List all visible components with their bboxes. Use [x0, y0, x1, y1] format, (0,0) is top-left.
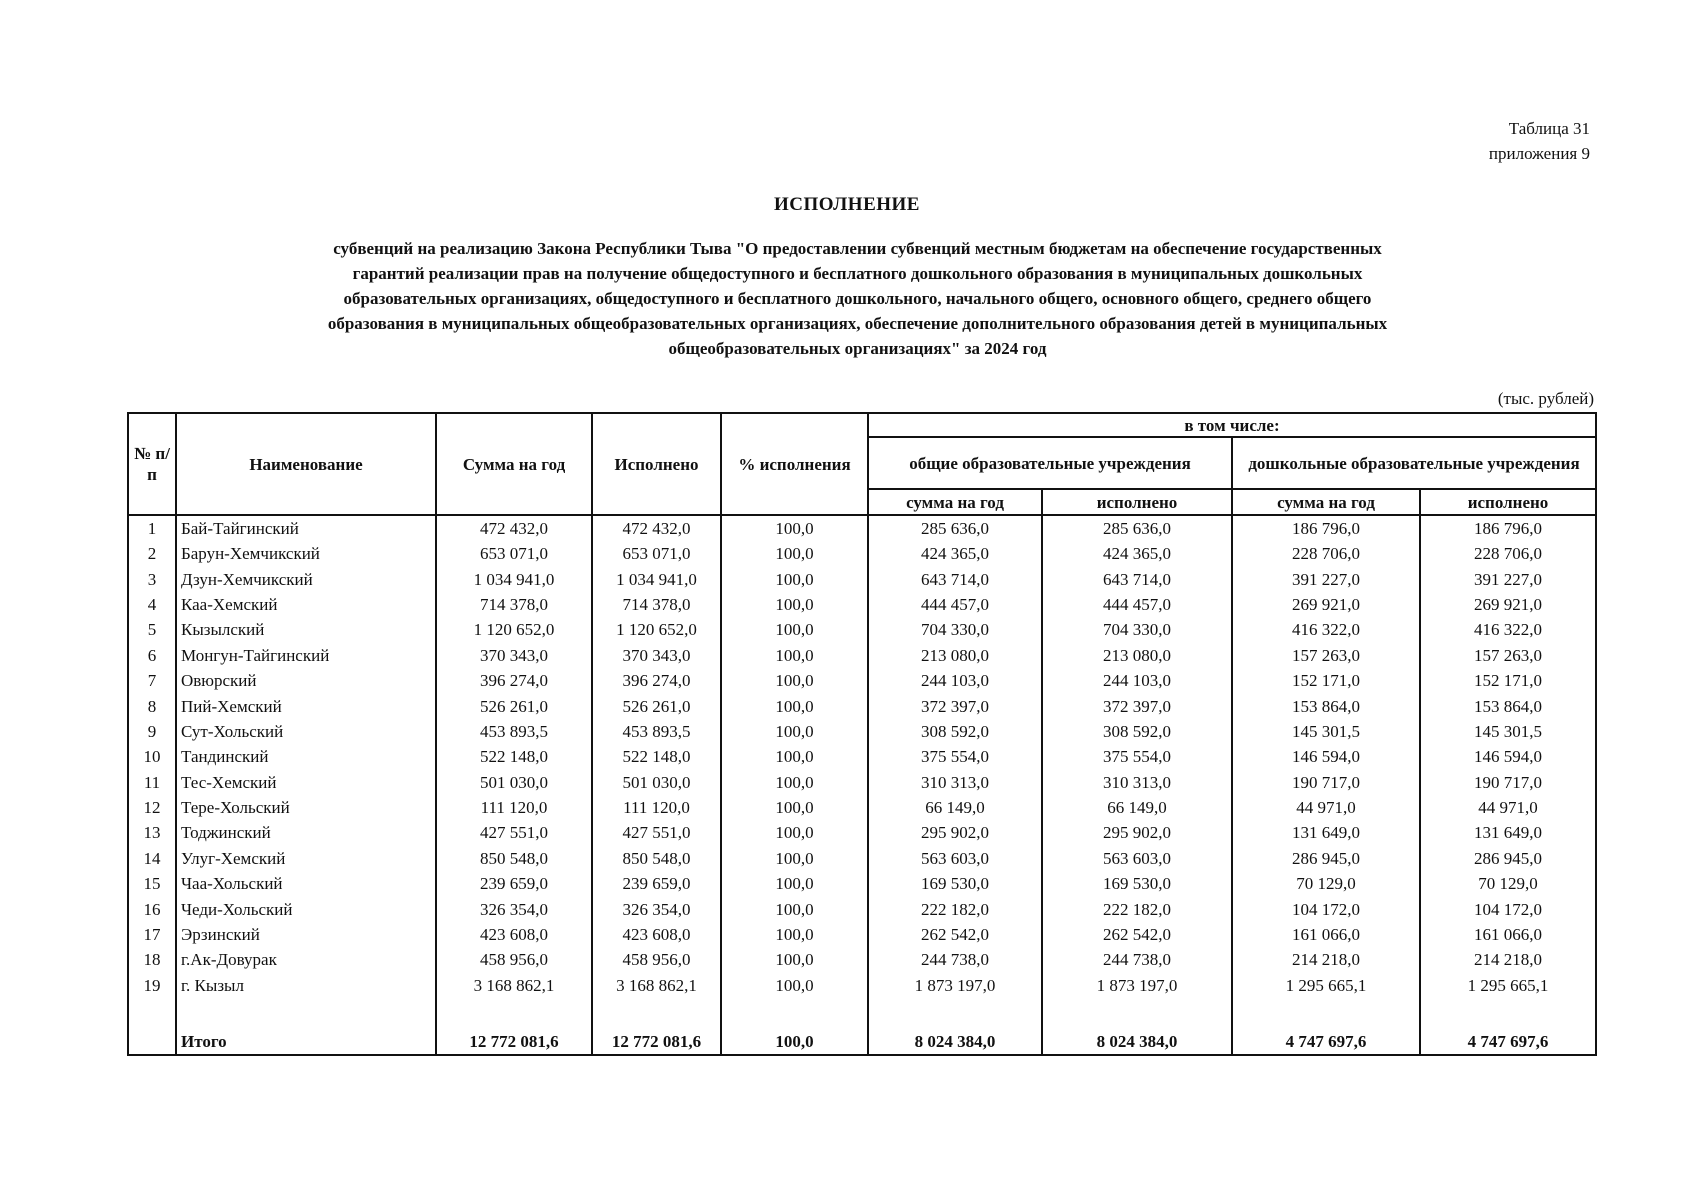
table-row [128, 719, 1596, 744]
total-label: Итого [176, 1029, 436, 1055]
row-percent: 100,0 [721, 947, 868, 972]
row-general-executed: 222 182,0 [1042, 896, 1232, 921]
row-year-sum: 472 432,0 [436, 515, 592, 541]
row-percent: 100,0 [721, 643, 868, 668]
row-general-executed: 66 149,0 [1042, 795, 1232, 820]
row-preschool-executed: 157 263,0 [1420, 643, 1596, 668]
header-num: № п/п [128, 413, 176, 515]
table-row [128, 947, 1596, 972]
row-name: Тоджинский [176, 820, 436, 845]
row-preschool-year-sum: 269 921,0 [1232, 592, 1420, 617]
row-preschool-year-sum: 186 796,0 [1232, 515, 1420, 541]
row-general-year-sum: 1 873 197,0 [868, 973, 1042, 998]
row-name: Тандинский [176, 744, 436, 769]
row-num: 13 [128, 820, 176, 845]
row-general-executed: 563 603,0 [1042, 846, 1232, 871]
row-num: 17 [128, 922, 176, 947]
table-row [128, 896, 1596, 921]
row-preschool-executed: 161 066,0 [1420, 922, 1596, 947]
row-preschool-year-sum: 228 706,0 [1232, 541, 1420, 566]
row-name: Тере-Хольский [176, 795, 436, 820]
row-general-year-sum: 310 313,0 [868, 770, 1042, 795]
row-year-sum: 326 354,0 [436, 896, 592, 921]
row-year-sum: 396 274,0 [436, 668, 592, 693]
row-name: Эрзинский [176, 922, 436, 947]
row-percent: 100,0 [721, 566, 868, 591]
header-percent: % исполнения [721, 413, 868, 515]
row-num: 14 [128, 846, 176, 871]
row-percent: 100,0 [721, 973, 868, 998]
row-num: 1 [128, 515, 176, 541]
row-general-year-sum: 643 714,0 [868, 566, 1042, 591]
row-percent: 100,0 [721, 617, 868, 642]
row-year-sum: 850 548,0 [436, 846, 592, 871]
row-general-executed: 372 397,0 [1042, 693, 1232, 718]
row-general-executed: 244 738,0 [1042, 947, 1232, 972]
row-executed: 370 343,0 [592, 643, 721, 668]
header-year-sum: Сумма на год [436, 413, 592, 515]
row-preschool-executed: 145 301,5 [1420, 719, 1596, 744]
appendix-number: приложения 9 [1488, 144, 1590, 163]
row-preschool-year-sum: 152 171,0 [1232, 668, 1420, 693]
total-preschool-year-sum: 4 747 697,6 [1232, 1029, 1420, 1055]
total-executed: 12 772 081,6 [592, 1029, 721, 1055]
row-name: г.Ак-Довурак [176, 947, 436, 972]
row-name: Чаа-Хольский [176, 871, 436, 896]
table-row [128, 922, 1596, 947]
total-percent: 100,0 [721, 1029, 868, 1055]
row-preschool-year-sum: 214 218,0 [1232, 947, 1420, 972]
row-preschool-executed: 1 295 665,1 [1420, 973, 1596, 998]
row-general-executed: 643 714,0 [1042, 566, 1232, 591]
table-row [128, 846, 1596, 871]
row-percent: 100,0 [721, 871, 868, 896]
row-general-executed: 295 902,0 [1042, 820, 1232, 845]
row-name: Чеди-Хольский [176, 896, 436, 921]
row-executed: 111 120,0 [592, 795, 721, 820]
table-row [128, 617, 1596, 642]
row-num: 16 [128, 896, 176, 921]
row-executed: 472 432,0 [592, 515, 721, 541]
row-preschool-year-sum: 391 227,0 [1232, 566, 1420, 591]
row-preschool-executed: 214 218,0 [1420, 947, 1596, 972]
row-name: Монгун-Тайгинский [176, 643, 436, 668]
row-year-sum: 1 034 941,0 [436, 566, 592, 591]
table-body [128, 515, 1596, 1055]
row-executed: 526 261,0 [592, 693, 721, 718]
row-num: 10 [128, 744, 176, 769]
row-preschool-year-sum: 44 971,0 [1232, 795, 1420, 820]
row-year-sum: 427 551,0 [436, 820, 592, 845]
row-preschool-year-sum: 70 129,0 [1232, 871, 1420, 896]
row-name: Сут-Хольский [176, 719, 436, 744]
row-preschool-executed: 391 227,0 [1420, 566, 1596, 591]
row-executed: 1 034 941,0 [592, 566, 721, 591]
row-general-executed: 285 636,0 [1042, 515, 1232, 541]
row-preschool-year-sum: 190 717,0 [1232, 770, 1420, 795]
total-num [128, 1029, 176, 1055]
row-percent: 100,0 [721, 515, 868, 541]
row-num: 3 [128, 566, 176, 591]
row-year-sum: 3 168 862,1 [436, 973, 592, 998]
row-general-year-sum: 308 592,0 [868, 719, 1042, 744]
row-preschool-executed: 190 717,0 [1420, 770, 1596, 795]
row-preschool-year-sum: 153 864,0 [1232, 693, 1420, 718]
row-general-executed: 424 365,0 [1042, 541, 1232, 566]
row-percent: 100,0 [721, 770, 868, 795]
row-preschool-executed: 44 971,0 [1420, 795, 1596, 820]
row-name: Тес-Хемский [176, 770, 436, 795]
row-year-sum: 458 956,0 [436, 947, 592, 972]
table-reference [1489, 116, 1590, 166]
row-num: 15 [128, 871, 176, 896]
subvention-table [127, 412, 1597, 1056]
row-preschool-year-sum: 145 301,5 [1232, 719, 1420, 744]
header-executed: Исполнено [592, 413, 721, 515]
row-percent: 100,0 [721, 922, 868, 947]
row-num: 11 [128, 770, 176, 795]
row-preschool-executed: 152 171,0 [1420, 668, 1596, 693]
row-preschool-executed: 70 129,0 [1420, 871, 1596, 896]
table-row [128, 973, 1596, 998]
units-label: (тыс. рублей) [1497, 389, 1594, 408]
row-year-sum: 522 148,0 [436, 744, 592, 769]
row-general-year-sum: 295 902,0 [868, 820, 1042, 845]
row-general-year-sum: 222 182,0 [868, 896, 1042, 921]
row-general-year-sum: 704 330,0 [868, 617, 1042, 642]
row-percent: 100,0 [721, 693, 868, 718]
row-name: Дзун-Хемчикский [176, 566, 436, 591]
header-general-executed: исполнено [1042, 489, 1232, 515]
table-row [128, 668, 1596, 693]
row-year-sum: 1 120 652,0 [436, 617, 592, 642]
row-executed: 427 551,0 [592, 820, 721, 845]
row-percent: 100,0 [721, 820, 868, 845]
row-name: Пий-Хемский [176, 693, 436, 718]
row-general-year-sum: 285 636,0 [868, 515, 1042, 541]
header-preschool-institutions: дошкольные образовательные учреждения [1232, 437, 1596, 489]
header-preschool-year-sum: сумма на год [1232, 489, 1420, 515]
row-executed: 501 030,0 [592, 770, 721, 795]
table-row [128, 871, 1596, 896]
row-num: 9 [128, 719, 176, 744]
row-preschool-executed: 286 945,0 [1420, 846, 1596, 871]
row-percent: 100,0 [721, 592, 868, 617]
row-executed: 850 548,0 [592, 846, 721, 871]
row-percent: 100,0 [721, 744, 868, 769]
row-general-executed: 169 530,0 [1042, 871, 1232, 896]
row-executed: 453 893,5 [592, 719, 721, 744]
row-name: г. Кызыл [176, 973, 436, 998]
row-general-year-sum: 444 457,0 [868, 592, 1042, 617]
row-year-sum: 423 608,0 [436, 922, 592, 947]
row-executed: 458 956,0 [592, 947, 721, 972]
total-row [128, 1029, 1596, 1055]
row-percent: 100,0 [721, 896, 868, 921]
row-percent: 100,0 [721, 668, 868, 693]
row-year-sum: 453 893,5 [436, 719, 592, 744]
table-row [128, 820, 1596, 845]
table-number: Таблица 31 [1508, 119, 1590, 138]
total-preschool-executed: 4 747 697,6 [1420, 1029, 1596, 1055]
row-preschool-year-sum: 286 945,0 [1232, 846, 1420, 871]
row-year-sum: 714 378,0 [436, 592, 592, 617]
row-name: Овюрский [176, 668, 436, 693]
row-year-sum: 370 343,0 [436, 643, 592, 668]
row-general-year-sum: 169 530,0 [868, 871, 1042, 896]
row-preschool-year-sum: 146 594,0 [1232, 744, 1420, 769]
row-executed: 1 120 652,0 [592, 617, 721, 642]
total-year-sum: 12 772 081,6 [436, 1029, 592, 1055]
table-row [128, 770, 1596, 795]
row-name: Каа-Хемский [176, 592, 436, 617]
row-preschool-executed: 186 796,0 [1420, 515, 1596, 541]
row-preschool-year-sum: 104 172,0 [1232, 896, 1420, 921]
row-general-year-sum: 244 103,0 [868, 668, 1042, 693]
row-preschool-year-sum: 416 322,0 [1232, 617, 1420, 642]
header-general-year-sum: сумма на год [868, 489, 1042, 515]
total-general-year-sum: 8 024 384,0 [868, 1029, 1042, 1055]
row-general-year-sum: 262 542,0 [868, 922, 1042, 947]
row-year-sum: 526 261,0 [436, 693, 592, 718]
row-num: 2 [128, 541, 176, 566]
table-row [128, 592, 1596, 617]
row-name: Улуг-Хемский [176, 846, 436, 871]
row-preschool-executed: 104 172,0 [1420, 896, 1596, 921]
row-num: 19 [128, 973, 176, 998]
row-preschool-year-sum: 157 263,0 [1232, 643, 1420, 668]
row-executed: 3 168 862,1 [592, 973, 721, 998]
row-executed: 239 659,0 [592, 871, 721, 896]
document-title: ИСПОЛНЕНИЕ [774, 194, 920, 215]
row-year-sum: 653 071,0 [436, 541, 592, 566]
row-num: 7 [128, 668, 176, 693]
row-name: Бай-Тайгинский [176, 515, 436, 541]
row-general-executed: 704 330,0 [1042, 617, 1232, 642]
row-year-sum: 239 659,0 [436, 871, 592, 896]
table-row [128, 566, 1596, 591]
row-num: 8 [128, 693, 176, 718]
table-row [128, 693, 1596, 718]
document-subtitle: субвенций на реализацию Закона Республики Тыва "О предоставлении субвенций местным бюджетам на обеспечение государственных гарантий реализации прав на получение общедоступного и бесплатного дошкольного образования в муниципальных дошкольных образовательных организациях, общедоступного и бесплатного дошкольного, начального общего, основного общего, среднего общего образования в муниципальных общеобразовательных организациях, обеспечение дополнительного образования детей в муниципальных общеобразовательных организациях" за 2024 год [327, 239, 1388, 358]
row-executed: 326 354,0 [592, 896, 721, 921]
total-general-executed: 8 024 384,0 [1042, 1029, 1232, 1055]
row-general-executed: 1 873 197,0 [1042, 973, 1232, 998]
row-general-executed: 308 592,0 [1042, 719, 1232, 744]
row-preschool-year-sum: 1 295 665,1 [1232, 973, 1420, 998]
row-preschool-executed: 416 322,0 [1420, 617, 1596, 642]
row-general-executed: 375 554,0 [1042, 744, 1232, 769]
header-preschool-executed: исполнено [1420, 489, 1596, 515]
row-general-year-sum: 563 603,0 [868, 846, 1042, 871]
row-general-executed: 262 542,0 [1042, 922, 1232, 947]
row-preschool-executed: 146 594,0 [1420, 744, 1596, 769]
row-executed: 653 071,0 [592, 541, 721, 566]
row-general-executed: 444 457,0 [1042, 592, 1232, 617]
row-executed: 522 148,0 [592, 744, 721, 769]
header-general-institutions: общие образовательные учреждения [868, 437, 1232, 489]
row-executed: 396 274,0 [592, 668, 721, 693]
row-general-year-sum: 375 554,0 [868, 744, 1042, 769]
row-percent: 100,0 [721, 719, 868, 744]
row-executed: 714 378,0 [592, 592, 721, 617]
row-year-sum: 501 030,0 [436, 770, 592, 795]
row-num: 4 [128, 592, 176, 617]
table-row [128, 643, 1596, 668]
row-preschool-executed: 153 864,0 [1420, 693, 1596, 718]
table-row [128, 744, 1596, 769]
row-general-executed: 213 080,0 [1042, 643, 1232, 668]
spacer-row [128, 998, 1596, 1029]
row-num: 12 [128, 795, 176, 820]
row-preschool-year-sum: 161 066,0 [1232, 922, 1420, 947]
row-percent: 100,0 [721, 795, 868, 820]
row-preschool-executed: 131 649,0 [1420, 820, 1596, 845]
row-general-year-sum: 213 080,0 [868, 643, 1042, 668]
row-percent: 100,0 [721, 541, 868, 566]
row-general-year-sum: 66 149,0 [868, 795, 1042, 820]
row-year-sum: 111 120,0 [436, 795, 592, 820]
table-row [128, 795, 1596, 820]
row-general-executed: 310 313,0 [1042, 770, 1232, 795]
row-num: 18 [128, 947, 176, 972]
table-row [128, 541, 1596, 566]
header-name: Наименование [176, 413, 436, 515]
row-name: Кызылский [176, 617, 436, 642]
row-executed: 423 608,0 [592, 922, 721, 947]
row-general-year-sum: 244 738,0 [868, 947, 1042, 972]
row-general-year-sum: 372 397,0 [868, 693, 1042, 718]
row-preschool-executed: 228 706,0 [1420, 541, 1596, 566]
table-row [128, 515, 1596, 541]
row-general-year-sum: 424 365,0 [868, 541, 1042, 566]
row-general-executed: 244 103,0 [1042, 668, 1232, 693]
row-percent: 100,0 [721, 846, 868, 871]
row-preschool-year-sum: 131 649,0 [1232, 820, 1420, 845]
row-name: Барун-Хемчикский [176, 541, 436, 566]
row-num: 5 [128, 617, 176, 642]
header-including: в том числе: [868, 413, 1596, 437]
row-num: 6 [128, 643, 176, 668]
row-preschool-executed: 269 921,0 [1420, 592, 1596, 617]
